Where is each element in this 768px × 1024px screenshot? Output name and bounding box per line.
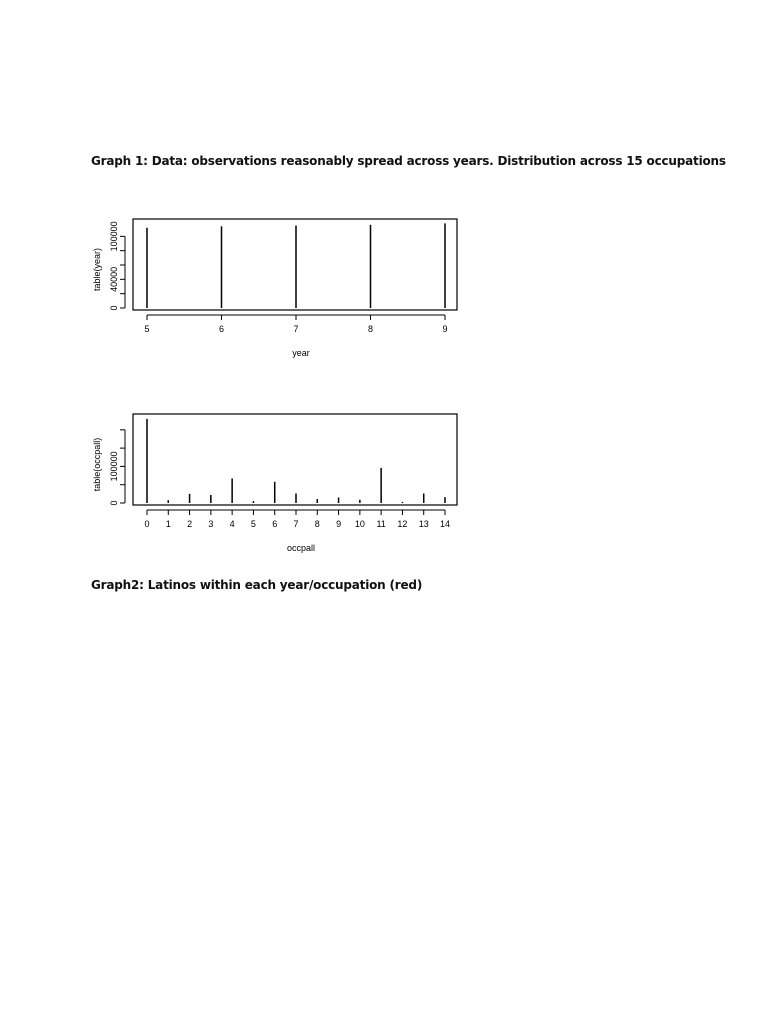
x-tick-label: 4 [229, 519, 235, 529]
plot-frame [133, 414, 457, 505]
y-axis-title: table(year) [92, 247, 102, 292]
x-tick-label: 12 [397, 519, 408, 529]
x-tick-label: 2 [187, 519, 193, 529]
x-tick-label: 7 [293, 519, 299, 529]
y-tick-label: 100000 [109, 221, 119, 252]
x-tick-label: 11 [376, 519, 386, 529]
x-tick-label: 9 [442, 324, 448, 334]
x-tick-label: 14 [439, 519, 451, 529]
y-tick-label: 0 [109, 500, 119, 506]
y-axis-title: table(occpall) [92, 437, 102, 492]
x-axis-title: year [292, 348, 310, 358]
x-tick-label: 5 [250, 519, 256, 529]
x-tick-label: 3 [208, 519, 214, 529]
x-tick-label: 6 [272, 519, 278, 529]
x-tick-label: 8 [367, 324, 374, 334]
graph2-heading: Graph2: Latinos within each year/occupation (red) [91, 578, 423, 592]
x-axis-title: occpall [286, 543, 316, 553]
year-distribution-chart [90, 205, 470, 365]
y-tick-label: 100000 [109, 451, 119, 482]
occupation-distribution-chart [90, 400, 470, 560]
plot-frame [133, 219, 457, 310]
x-tick-label: 0 [144, 519, 150, 529]
x-tick-label: 13 [418, 519, 429, 529]
y-tick-label: 40000 [109, 266, 119, 292]
x-tick-label: 10 [354, 519, 365, 529]
x-tick-label: 6 [218, 324, 225, 334]
y-tick-label: 0 [109, 305, 119, 311]
x-tick-label: 1 [165, 519, 171, 529]
x-tick-label: 5 [144, 324, 150, 334]
x-tick-label: 8 [314, 519, 320, 529]
graph1-heading: Graph 1: Data: observations reasonably spread across years. Distribution across 15 occupations [91, 154, 726, 168]
x-tick-label: 9 [336, 519, 342, 529]
x-tick-label: 7 [293, 324, 299, 334]
